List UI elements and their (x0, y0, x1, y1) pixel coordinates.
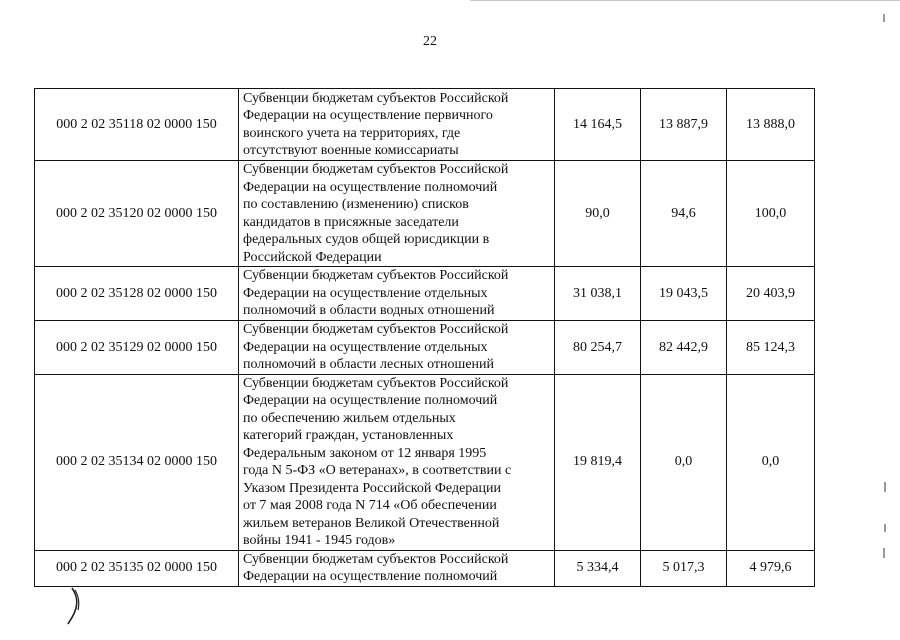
value-year-3: 13 888,0 (727, 89, 815, 161)
description-line: Федерации на осуществление первичного (243, 108, 493, 123)
description-line: года N 5-ФЗ «О ветеранах», в соответствии с (243, 463, 512, 478)
handwritten-initial-mark (64, 586, 86, 626)
value-year-2: 19 043,5 (641, 267, 727, 321)
description-line: Федерации на осуществление отдельных (243, 285, 488, 301)
table-row (35, 550, 815, 586)
row-description (239, 89, 555, 161)
description-line: кандидатов в присяжные заседатели (243, 214, 459, 230)
table-row (35, 321, 815, 375)
row-description (239, 550, 555, 586)
value-year-1: 14 164,5 (555, 89, 641, 161)
budget-code: 000 2 02 35135 02 0000 150 (35, 550, 239, 586)
description-line: Федерации на осуществление полномочий (243, 393, 498, 408)
value-year-3: 20 403,9 (727, 267, 815, 321)
value-year-3: 85 124,3 (727, 321, 815, 375)
description-line: Федерации на осуществление полномочий (243, 569, 498, 584)
margin-mark (884, 482, 886, 492)
description-line: Субвенции бюджетам субъектов Российской (243, 90, 509, 106)
value-year-2: 0,0 (641, 374, 727, 550)
row-description (239, 321, 555, 375)
description-line: воинского учета на территориях, где (243, 125, 461, 141)
description-line: от 7 мая 2008 года N 714 «Об обеспечении (243, 498, 497, 513)
table-row (35, 161, 815, 267)
description-line: Субвенции бюджетам субъектов Российской (243, 551, 509, 567)
description-line: Субвенции бюджетам субъектов Российской (243, 375, 509, 391)
description-line: по составлению (изменению) списков (243, 197, 469, 212)
value-year-1: 5 334,4 (555, 550, 641, 586)
description-line: по обеспечению жильем отдельных (243, 410, 456, 426)
budget-code: 000 2 02 35129 02 0000 150 (35, 321, 239, 375)
budget-code: 000 2 02 35134 02 0000 150 (35, 374, 239, 550)
table-row (35, 267, 815, 321)
budget-code: 000 2 02 35118 02 0000 150 (35, 89, 239, 161)
value-year-2: 82 442,9 (641, 321, 727, 375)
description-line: Федеральным законом от 12 января 1995 (243, 445, 487, 461)
description-line: войны 1941 - 1945 годов» (243, 533, 396, 548)
budget-code: 000 2 02 35120 02 0000 150 (35, 161, 239, 267)
description-line: Федерации на осуществление полномочий (243, 179, 498, 195)
description-line: Российской Федерации (243, 249, 382, 265)
description-line: Федерации на осуществление отдельных (243, 339, 488, 355)
value-year-1: 90,0 (555, 161, 641, 267)
description-line: полномочий в области лесных отношений (243, 357, 495, 372)
budget-table (34, 88, 815, 587)
value-year-3: 0,0 (727, 374, 815, 550)
budget-code: 000 2 02 35128 02 0000 150 (35, 267, 239, 321)
margin-mark (883, 14, 885, 22)
description-line: отсутствуют военные комиссариаты (243, 143, 459, 158)
value-year-3: 4 979,6 (727, 550, 815, 586)
table-row (35, 374, 815, 550)
table-row (35, 89, 815, 161)
margin-mark (884, 524, 886, 532)
value-year-3: 100,0 (727, 161, 815, 267)
page-number: 22 (423, 34, 437, 49)
description-line: категорий граждан, установленных (243, 428, 454, 443)
row-description (239, 374, 555, 550)
description-line: Субвенции бюджетам субъектов Российской (243, 162, 509, 177)
value-year-1: 80 254,7 (555, 321, 641, 375)
description-line: Субвенции бюджетам субъектов Российской (243, 322, 509, 337)
value-year-2: 13 887,9 (641, 89, 727, 161)
value-year-1: 19 819,4 (555, 374, 641, 550)
value-year-1: 31 038,1 (555, 267, 641, 321)
description-line: полномочий в области водных отношений (243, 303, 495, 319)
margin-mark (883, 548, 885, 558)
description-line: федеральных судов общей юрисдикции в (243, 232, 490, 247)
description-line: жильем ветеранов Великой Отечественной (243, 515, 500, 531)
value-year-2: 5 017,3 (641, 550, 727, 586)
description-line: Указом Президента Российской Федерации (243, 480, 501, 496)
description-line: Субвенции бюджетам субъектов Российской (243, 268, 509, 284)
row-description (239, 161, 555, 267)
row-description (239, 267, 555, 321)
value-year-2: 94,6 (641, 161, 727, 267)
scan-edge-line (470, 0, 900, 1)
